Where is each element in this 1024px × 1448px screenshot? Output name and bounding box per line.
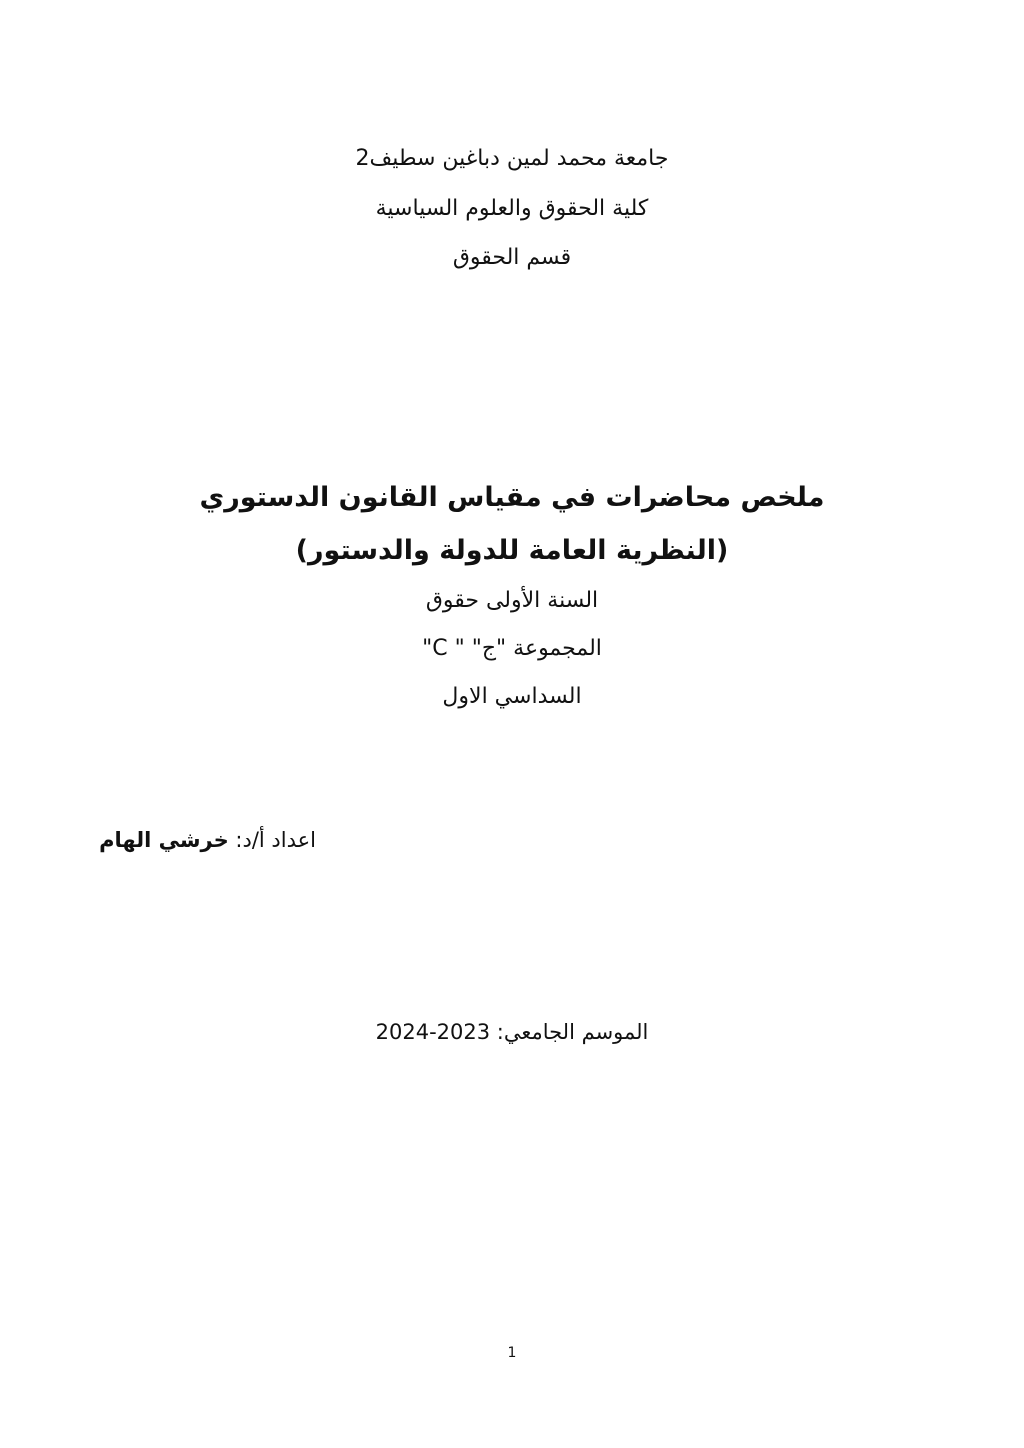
group-label: المجموعة "ج" " C": [422, 636, 602, 661]
department-name: قسم الحقوق: [452, 245, 572, 270]
author-prefix: اعداد أ/د:: [235, 828, 316, 852]
author-name: خرشي الهام: [99, 828, 229, 852]
faculty-name: كلية الحقوق والعلوم السياسية: [375, 196, 649, 221]
academic-season: الموسم الجامعي: 2023-2024: [375, 1020, 649, 1044]
university-name: جامعة محمد لمين دباغين سطيف2: [355, 146, 669, 171]
page-number: 1: [507, 1345, 517, 1361]
author-line: [99, 828, 316, 852]
academic-year: السنة الأولى حقوق: [425, 588, 599, 613]
semester-label: السداسي الاول: [442, 684, 582, 709]
document-subtitle: (النظرية العامة للدولة والدستور): [295, 535, 729, 566]
document-title: ملخص محاضرات في مقياس القانون الدستوري: [199, 482, 825, 513]
